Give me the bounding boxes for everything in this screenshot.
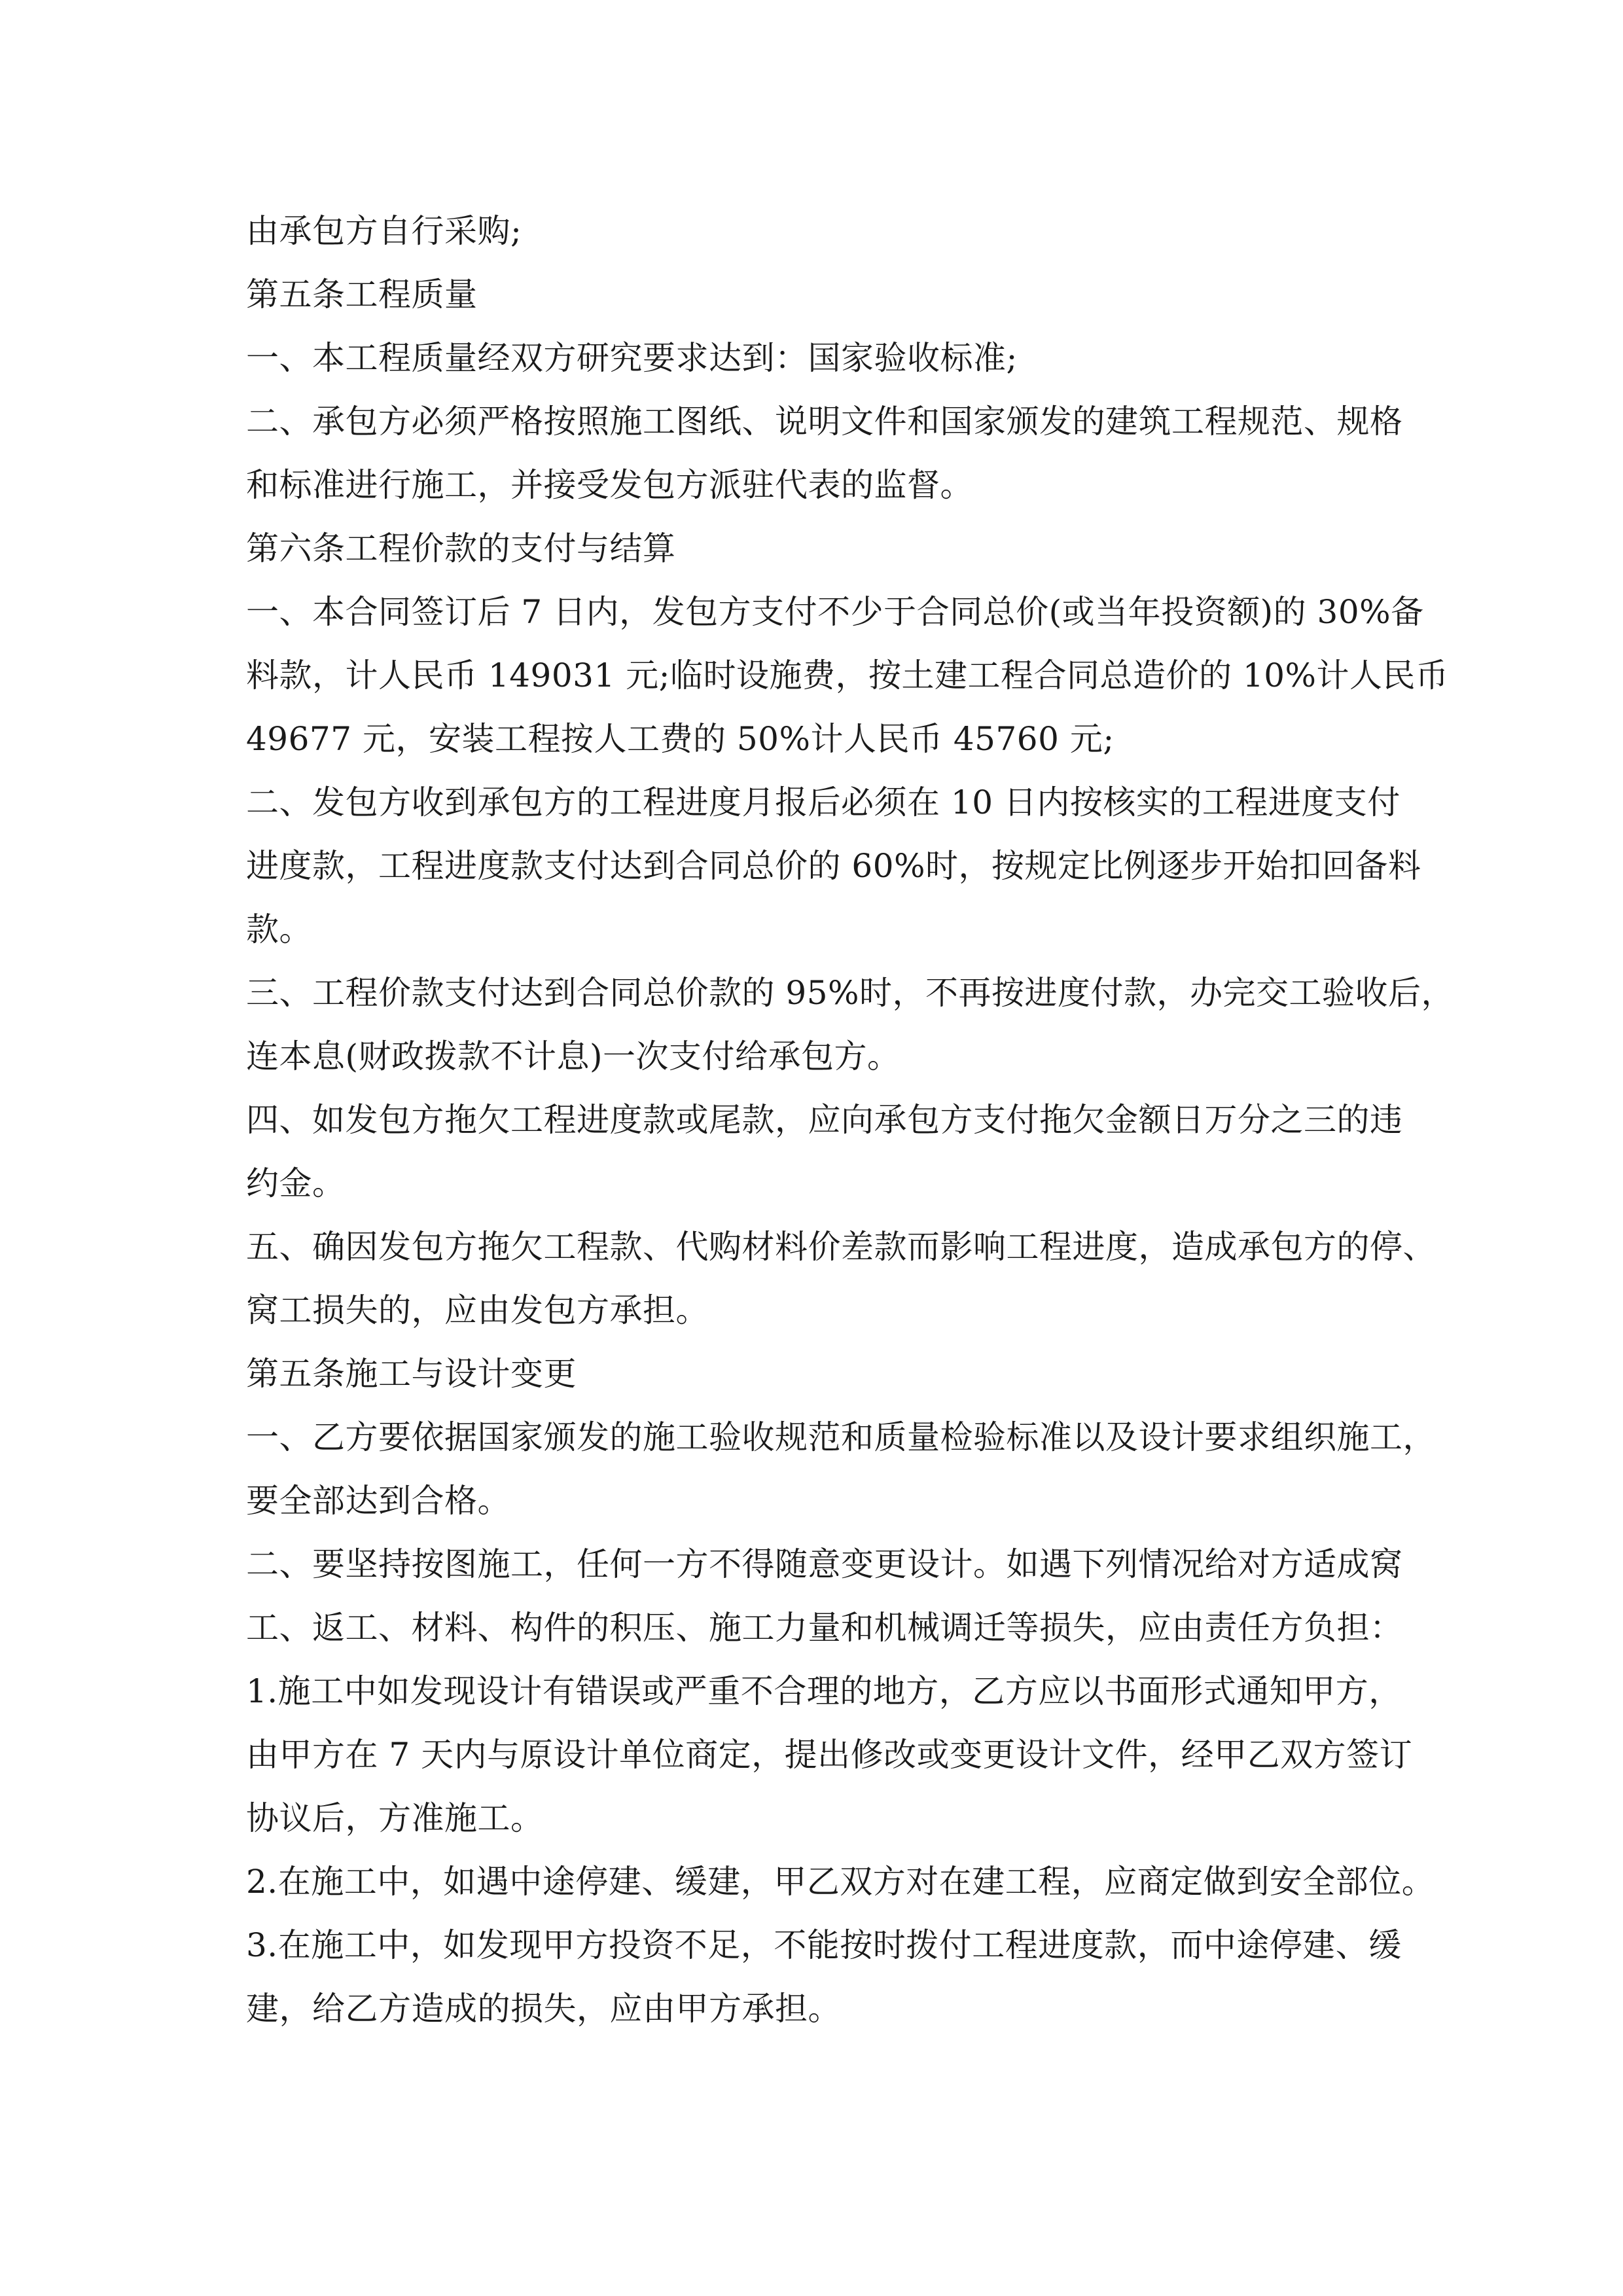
text-line: 三、工程价款支付达到合同总价款的 95%时，不再按进度付款，办完交工验收后， bbox=[246, 974, 1455, 1012]
text-line: 窝工损失的，应由发包方承担。 bbox=[246, 1291, 709, 1329]
text-line: 款。 bbox=[246, 910, 312, 948]
text-line: 进度款，工程进度款支付达到合同总价的 60%时，按规定比例逐步开始扣回备料 bbox=[246, 847, 1421, 885]
section-heading: 第五条工程质量 bbox=[246, 276, 478, 314]
text-line: 四、如发包方拖欠工程进度款或尾款，应向承包方支付拖欠金额日万分之三的违 bbox=[246, 1101, 1403, 1139]
text-line: 要全部达到合格。 bbox=[246, 1482, 510, 1520]
text-line: 2.在施工中，如遇中途停建、缓建，甲乙双方对在建工程，应商定做到安全部位。 bbox=[246, 1863, 1435, 1901]
text-line: 和标准进行施工，并接受发包方派驻代表的监督。 bbox=[246, 466, 973, 504]
text-line: 二、承包方必须严格按照施工图纸、说明文件和国家颁发的建筑工程规范、规格 bbox=[246, 403, 1403, 440]
text-line: 协议后，方准施工。 bbox=[246, 1799, 544, 1837]
text-line: 工、返工、材料、构件的积压、施工力量和机械调迁等损失，应由责任方负担： bbox=[246, 1609, 1403, 1647]
text-line: 由甲方在 7 天内与原设计单位商定，提出修改或变更设计文件，经甲乙双方签订 bbox=[246, 1736, 1413, 1774]
text-line: 约金。 bbox=[246, 1164, 346, 1202]
text-line: 二、发包方收到承包方的工程进度月报后必须在 10 日内按核实的工程进度支付 bbox=[246, 783, 1400, 821]
text-line: 二、要坚持按图施工，任何一方不得随意变更设计。如遇下列情况给对方适成窝 bbox=[246, 1545, 1403, 1583]
text-line: 由承包方自行采购; bbox=[246, 212, 522, 250]
text-line: 3.在施工中，如发现甲方投资不足，不能按时拨付工程进度款，而中途停建、缓 bbox=[246, 1926, 1402, 1964]
text-line: 一、乙方要依据国家颁发的施工验收规范和质量检验标准以及设计要求组织施工， bbox=[246, 1418, 1436, 1456]
section-heading: 第六条工程价款的支付与结算 bbox=[246, 529, 676, 567]
text-line: 1.施工中如发现设计有错误或严重不合理的地方，乙方应以书面形式通知甲方， bbox=[246, 1672, 1402, 1710]
text-line: 一、本合同签订后 7 日内，发包方支付不少于合同总价(或当年投资额)的 30%备 bbox=[246, 593, 1424, 631]
section-heading: 第五条施工与设计变更 bbox=[246, 1355, 577, 1393]
text-line: 49677 元，安装工程按人工费的 50%计人民币 45760 元; bbox=[246, 720, 1115, 758]
text-line: 一、本工程质量经双方研究要求达到：国家验收标准; bbox=[246, 339, 1018, 377]
text-line: 建，给乙方造成的损失，应由甲方承担。 bbox=[246, 1990, 841, 2028]
text-line: 连本息(财政拨款不计息)一次支付给承包方。 bbox=[246, 1037, 901, 1075]
text-line: 五、确因发包方拖欠工程款、代购材料价差款而影响工程进度，造成承包方的停、 bbox=[246, 1228, 1436, 1266]
text-line: 料款，计人民币 149031 元;临时设施费，按土建工程合同总造价的 10%计人民币 bbox=[246, 656, 1449, 694]
contract-text-body bbox=[246, 200, 1455, 2041]
